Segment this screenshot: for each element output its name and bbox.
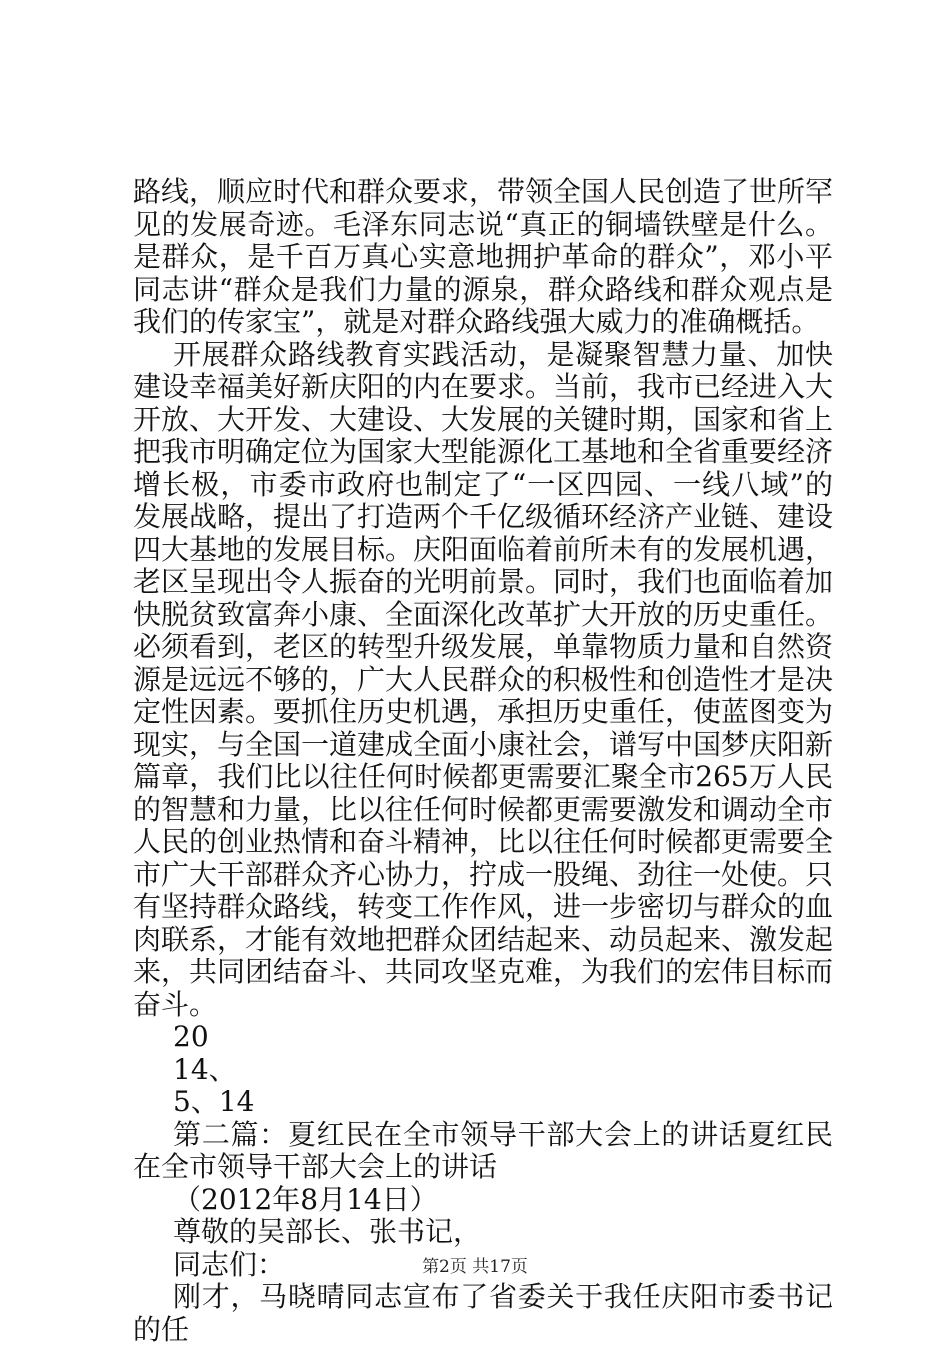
date-fragment-month-day: 5、14 bbox=[173, 1085, 255, 1118]
salutation: 尊敬的吴部长、张书记， bbox=[173, 1215, 482, 1248]
paragraph-speech-start: 刚才，马晓晴同志宣布了省委关于我任庆阳市委书记的任 bbox=[133, 1280, 833, 1346]
paragraph-1: 路线，顺应时代和群众要求，带领全国人民创造了世所罕见的发展奇迹。毛泽东同志说“真正的铜墙铁壁是什么。是群众，是千百万真心实意地拥护革命的群众”，邓小平同志讲“群众是我们力量的源泉，群众路线和群众观点是我们的传家宝”，就是对群众路线强大威力的准确概括。 bbox=[133, 175, 834, 338]
speech-date: （2012年8月14日） bbox=[173, 1182, 438, 1216]
paragraph-2: 开展群众路线教育实践活动，是凝聚智慧力量、加快建设幸福美好新庆阳的内在要求。当前，我市已经进入大开放、大开发、大建设、大发展的关键时期，国家和省上把我市明确定位为国家大型能源化工基地和全省重要经济增长极，市委市政府也制定了“一区四园、一线八域”的发展战略，提出了打造两个千亿级循环经济产业链、建设四大基地的发展目标。庆阳面临着前所未有的发展机遇，老区呈现出令人振奋的光明前景。同时，我们也面临着加快脱贫致富奔小康、全面深化改革扩大开放的历史重任。必须看到，老区的转型升级发展，单靠物质力量和自然资源是远远不够的，广大人民群众的积极性和创造性才是决定性因素。要抓住历史机遇，承担历史重任，使蓝图变为现实，与全国一道建成全面小康社会，谱写中国梦庆阳新篇章，我们比以往任何时候都更需要汇聚全市265万人民的智慧和力量，比以往任何时候都更需要激发和调动全市人民的创业热情和奋斗精神，比以往任何时候都更需要全市广大干部群众齐心协力，拧成一股绳、劲往一处使。只有坚持群众路线，转变工作作风，进一步密切与群众的血肉联系，才能有效地把群众团结起来、动员起来、激发起来，共同团结奋斗、共同攻坚克难，为我们的宏伟目标而奋斗。 bbox=[133, 337, 834, 1021]
salutation-comrades: 同志们： bbox=[173, 1247, 286, 1281]
document-body bbox=[133, 176, 833, 1346]
date-fragment-year: 20 bbox=[173, 1020, 209, 1053]
section-heading: 第二篇：夏红民在全市领导干部大会上的讲话夏红民在全市领导干部大会上的讲话 bbox=[133, 1117, 833, 1183]
page-footer: 第2页 共17页 bbox=[422, 1257, 528, 1277]
date-fragment-year-end: 14、 bbox=[173, 1052, 237, 1086]
